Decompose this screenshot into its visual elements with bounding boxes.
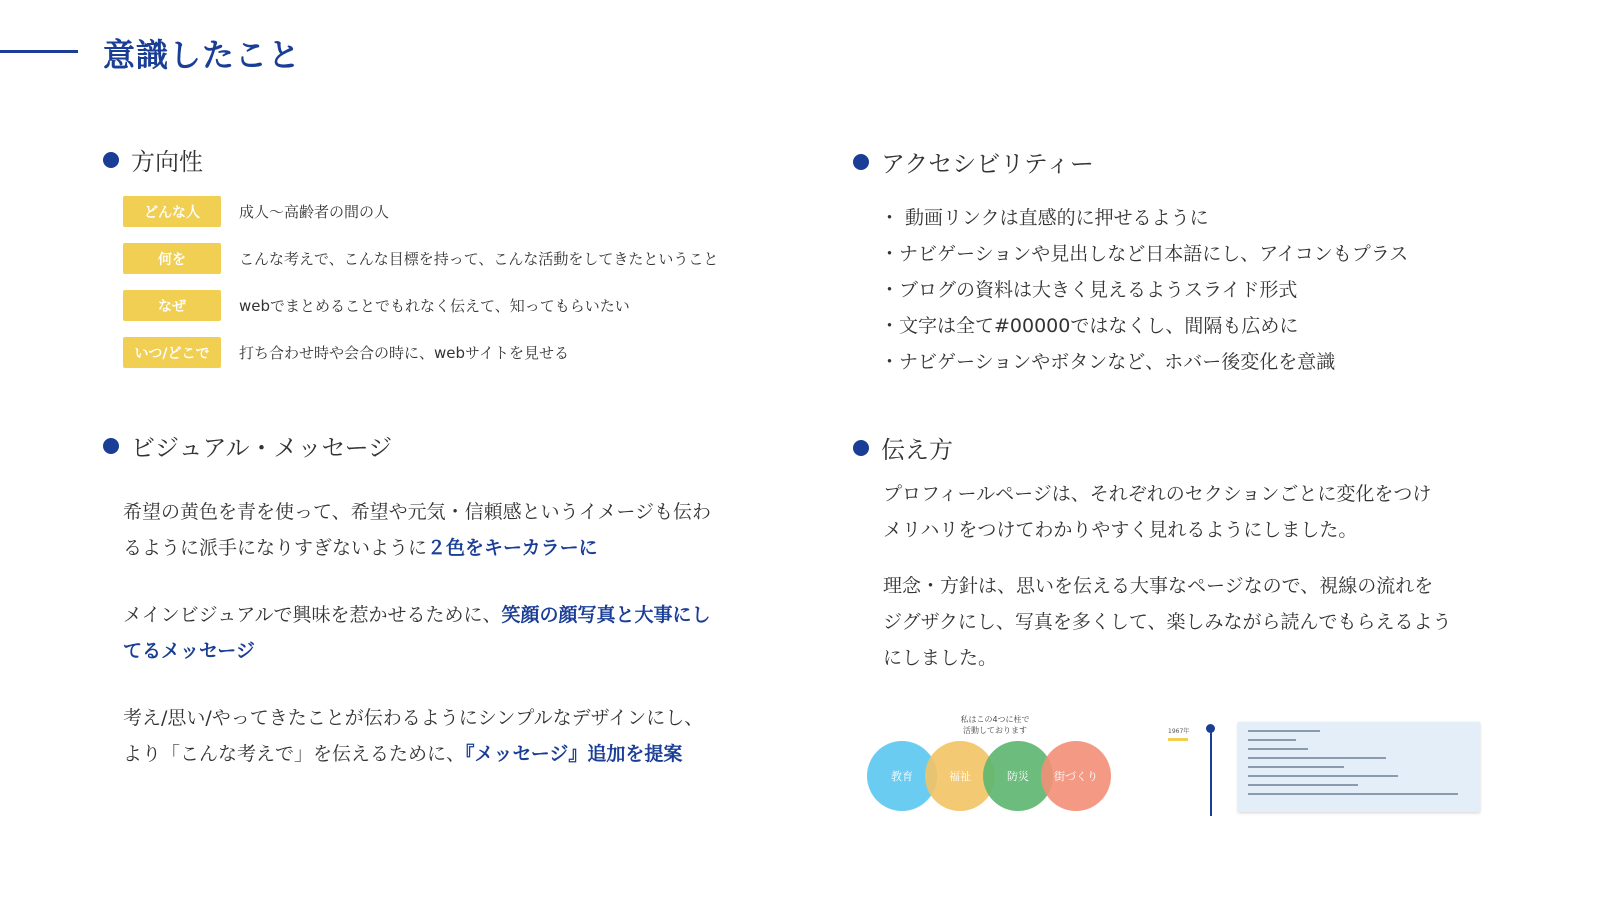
pillar-label: 教育 (891, 770, 913, 783)
timeline-year: 1967年 (1168, 728, 1190, 735)
timeline-text-line (1248, 739, 1296, 741)
paragraph-text: メインビジュアルで興味を惹かせるために、 (123, 604, 502, 626)
qa-row-when-where (123, 337, 569, 368)
timeline-axis (1210, 726, 1212, 816)
timeline-text-line (1248, 757, 1386, 759)
pillars-caption-line2: 活動しております (963, 726, 1027, 735)
qa-row-who (123, 196, 389, 227)
paragraph-text: メリハリをつけてわかりやすく見れるようにしました。 (883, 519, 1358, 541)
bullet-dot-icon (853, 440, 869, 456)
thumbnail-timeline (1160, 718, 1478, 813)
paragraph-text: にしました。 (883, 647, 998, 669)
section-heading-label: ビジュアル・メッセージ (131, 434, 393, 462)
paragraph-text: るように派手になりすぎないように (123, 537, 428, 559)
paragraph-text: プロフィールページは、それぞれのセクションごとに変化をつけ (883, 483, 1432, 505)
qa-text: 成人〜高齢者の間の人 (239, 203, 390, 221)
delivery-paragraph-1 (883, 476, 1431, 548)
highlight-text: 笑顔の顔写真と大事にし (501, 604, 711, 626)
bullet-dot-icon (853, 154, 869, 170)
thumbnail-pillars (866, 710, 1124, 815)
section-heading-label: 伝え方 (881, 436, 953, 464)
section-heading-label: 方向性 (131, 148, 203, 176)
timeline-dot-icon (1206, 724, 1215, 733)
list-item: ・文字は全て#00000ではなくし、間隔も広めに (880, 315, 1299, 337)
paragraph-text: 理念・方針は、思いを伝える大事なページなので、視線の流れを (883, 575, 1434, 597)
title-accent-line (0, 50, 78, 53)
list-item: ・ブログの資料は大きく見えるようスライド形式 (880, 279, 1298, 301)
timeline-marker (1168, 738, 1188, 741)
paragraph-text: 考え/思い/やってきたことが伝わるようにシンプルなデザインにし、 (123, 707, 704, 729)
accessibility-list (880, 200, 1408, 380)
bullet-dot-icon (103, 438, 119, 454)
highlight-text: てるメッセージ (123, 640, 255, 662)
list-item: ・ 動画リンクは直感的に押せるように (880, 207, 1209, 229)
paragraph-text: より「こんな考えで」を伝えるために、 (123, 743, 466, 765)
pillars-caption-line1: 私はこの4つに柱で (960, 715, 1030, 724)
qa-tag: なぜ (123, 290, 221, 321)
list-item: ・ナビゲーションやボタンなど、ホバー後変化を意識 (880, 351, 1336, 373)
paragraph-text: ジグザクにし、写真を多くして、楽しみながら読んでもらえるよう (883, 611, 1452, 633)
timeline-text-line (1248, 775, 1398, 777)
paragraph-text: 希望の黄色を青を使って、希望や元気・信頼感というイメージも伝わ (123, 501, 712, 523)
section-heading-delivery (853, 430, 953, 465)
section-heading-accessibility (853, 144, 1094, 179)
delivery-paragraph-2 (883, 568, 1451, 676)
section-heading-direction (103, 142, 203, 177)
section-heading-label: アクセシビリティー (881, 150, 1094, 178)
qa-row-what (123, 243, 718, 274)
timeline-text-line (1248, 748, 1308, 750)
list-item: ・ナビゲーションや見出しなど日本語にし、アイコンもプラス (880, 243, 1409, 265)
timeline-text-line (1248, 730, 1320, 732)
visual-paragraph-2 (123, 597, 711, 669)
qa-row-why (123, 290, 630, 321)
pillar-label: 防災 (1007, 770, 1029, 783)
qa-tag: どんな人 (123, 196, 221, 227)
highlight-text: ２色をキーカラーに (427, 537, 598, 559)
qa-text: 打ち合わせ時や会合の時に、webサイトを見せる (239, 344, 569, 362)
pillar-label: 福祉 (949, 770, 971, 783)
pillars-diagram (866, 710, 1124, 815)
section-heading-visual (103, 428, 392, 463)
visual-paragraph-3 (123, 700, 703, 772)
bullet-dot-icon (103, 152, 119, 168)
timeline-text-line (1248, 784, 1358, 786)
timeline-text-line (1248, 793, 1458, 795)
pillar-label: 街づくり (1054, 770, 1098, 783)
qa-tag: 何を (123, 243, 221, 274)
pillar-circles (867, 741, 1111, 811)
qa-text: webでまとめることでもれなく伝えて、知ってもらいたい (239, 297, 630, 315)
timeline-text-line (1248, 766, 1344, 768)
highlight-text: 『メッセージ』追加を提案 (465, 743, 683, 765)
qa-text: こんな考えで、こんな目標を持って、こんな活動をしてきたということ (239, 250, 719, 268)
page-title: 意識したこと (103, 36, 302, 74)
qa-tag: いつ/どこで (123, 337, 221, 368)
visual-paragraph-1 (123, 494, 711, 566)
